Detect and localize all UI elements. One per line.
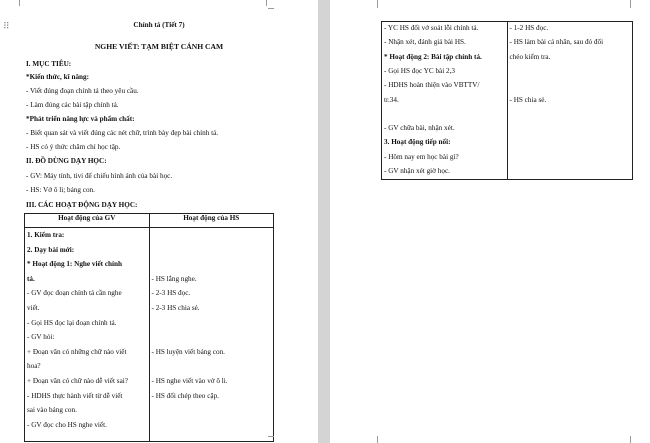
table-row [382, 22, 633, 180]
crop-mark-icon [370, 0, 378, 8]
crop-mark-icon [630, 436, 638, 443]
crop-mark-icon [12, 0, 20, 6]
column-header-gv: Hoạt động của GV [25, 214, 150, 228]
table-cell-line: chéo kiểm tra. [509, 52, 551, 61]
body-text: - GV: Máy tính, tivi để chiếu hình ảnh của bài học. [26, 172, 173, 180]
crop-mark-icon [266, 0, 274, 6]
document-page-1 [0, 0, 318, 443]
table-cell-line: - Gọi HS đọc YC bài 2,3 [384, 66, 456, 75]
table-header-row [25, 214, 274, 228]
table-cell-line: 1. Kiểm tra: [27, 231, 65, 239]
crop-mark-icon [268, 436, 274, 443]
table-cell-line: - HS đổi chép theo cặp. [151, 391, 219, 400]
column-header-hs: Hoạt động của HS [149, 214, 274, 228]
subsection-heading: *Phát triển năng lực và phẩm chất: [26, 115, 135, 123]
table-cell-line: - GV đọc đoạn chính tả cần nghe [27, 289, 122, 298]
table-cell-line: hoa? [27, 362, 41, 371]
table-cell-line: tả. [27, 274, 35, 283]
table-cell-line: - HDHS thực hành viết từ dễ viết [27, 391, 123, 400]
crop-mark-icon [370, 436, 378, 443]
body-text: - HS: Vở ô li; bảng con. [26, 186, 95, 194]
section-heading: II. ĐỒ DÙNG DẠY HỌC: [26, 157, 107, 165]
table-cell-line: - GV đọc cho HS nghe viết. [27, 420, 107, 429]
table-cell-line: - HS nghe viết vào vở ô li. [151, 377, 228, 385]
table-cell-line: - YC HS đổi vở soát lỗi chính tả. [384, 24, 479, 32]
table-cell-line: - HDHS hoàn thiện vào VBTTV/ [384, 81, 480, 90]
table-cell-line: - GV nhận xét giờ học. [384, 167, 450, 175]
activity-table-continued [381, 21, 633, 180]
table-cell-line: tr.34. [384, 95, 399, 104]
table-cell-line: + Đoạn văn có chữ nào dễ viết sai? [27, 377, 128, 385]
table-cell-line: - GV chữa bài, nhận xét. [384, 124, 455, 133]
table-cell-line: - Hôm nay em học bài gì? [384, 152, 459, 161]
section-heading: III. CÁC HOẠT ĐỘNG DẠY HỌC: [26, 201, 138, 209]
table-cell-line: * Hoạt động 1: Nghe viết chính [27, 260, 123, 269]
gv-cell [25, 228, 150, 442]
table-cell-line: viết. [27, 304, 40, 312]
activity-table [24, 213, 274, 442]
lesson-title: NGHE VIẾT: TẠM BIỆT CÁNH CAM [94, 42, 224, 51]
table-cell-line: - HS luyện viết bảng con. [151, 347, 225, 356]
table-cell-line: * Hoạt động 2: Bài tập chính tả. [384, 52, 482, 61]
table-cell-line: 3. Hoạt động tiếp nối: [384, 138, 451, 147]
table-cell-line: - HS lắng nghe. [151, 274, 197, 283]
body-text: - Viết đúng đoạn chính tả theo yêu cầu. [26, 87, 139, 95]
table-cell-line: - 1-2 HS đọc. [509, 24, 549, 32]
section-heading: I. MỤC TIÊU: [26, 60, 72, 68]
crop-mark-icon [630, 0, 638, 8]
table-cell-line: - 2-3 HS chia sẻ. [151, 304, 200, 312]
table-cell-line: - 2-3 HS đọc. [151, 289, 191, 298]
crop-mark-icon [268, 8, 274, 15]
table-cell-line: - HS chia sẻ. [509, 95, 547, 104]
hs-cell [507, 22, 633, 180]
table-row [25, 228, 274, 442]
table-cell-line: - HS làm bài cá nhân, sau đó đổi [509, 38, 604, 47]
lesson-subtitle: Chính tả (Tiết 7) [133, 21, 185, 29]
subsection-heading: *Kiến thức, kĩ năng: [26, 73, 90, 81]
table-cell-line: sai vào bảng con. [27, 406, 77, 415]
table-cell-line: 2. Dạy bài mới: [27, 245, 75, 254]
drag-handle-icon[interactable]: ⠿ [3, 22, 9, 32]
table-cell-line: + Đoạn văn có những chữ nào viết [27, 347, 127, 356]
hs-cell [149, 228, 274, 442]
body-text: - Biết quan sát và viết đúng các nét chữ, trình bày đẹp bài chính tả. [26, 129, 219, 137]
document-page-2 [330, 0, 650, 443]
table-cell-line: - Gọi HS đọc lại đoạn chính tả. [27, 318, 117, 327]
body-text: - Làm đúng các bài tập chính tả. [26, 101, 119, 109]
table-cell-line: - GV hỏi: [27, 333, 55, 342]
table-cell-line: - Nhận xét, đánh giá bài HS. [384, 38, 466, 47]
gv-cell [382, 22, 508, 180]
body-text: - HS có ý thức chăm chỉ học tập. [26, 143, 121, 151]
